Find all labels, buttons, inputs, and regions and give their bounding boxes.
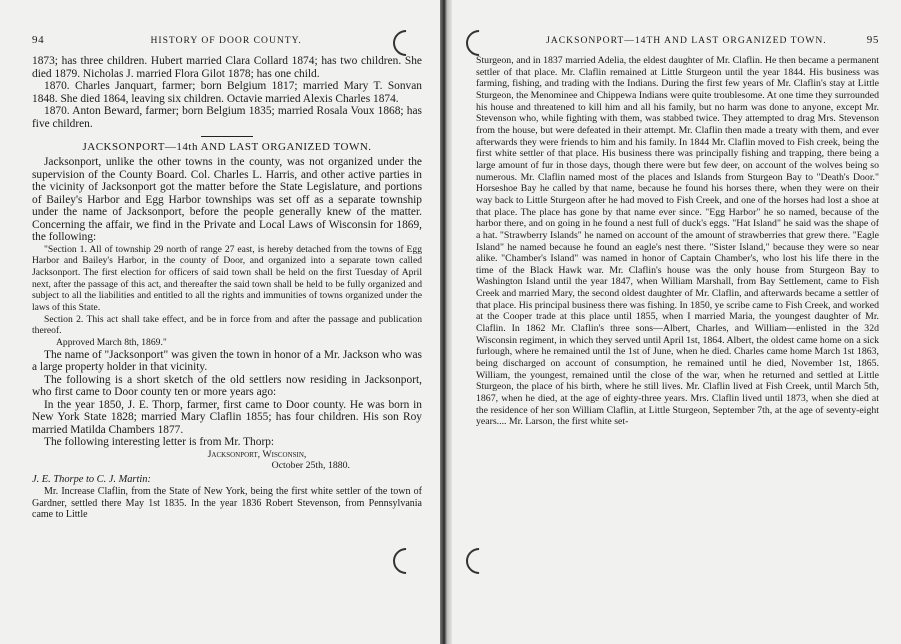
left-running-title: HISTORY OF DOOR COUNTY.: [150, 35, 302, 46]
name-origin-paragraph: The name of "Jacksonport" was given the town in honor of a Mr. Jackson who was a large property holder in that vicinity.: [32, 348, 422, 374]
letter-salutation: J. E. Thorpe to C. J. Martin:: [32, 474, 151, 486]
letter-dateline-place: Jacksonport, Wisconsin,: [207, 448, 307, 460]
left-page: [0, 0, 440, 644]
paragraph-janquart: 1870. Charles Janquart, farmer; born Belgium 1817; married Mary T. Sonvan 1848. She died 1864, leaving six children. Octavie married Alexis Charles 1874.: [32, 80, 422, 105]
act-section-2: Section 2. This act shall take effect, and be in force from and after the passage and publication thereof.: [32, 313, 422, 337]
thorp-paragraph: In the year 1850, J. E. Thorp, farmer, first came to Door county. He was born in New York State 1828; married Mary Claflin 1855; has four children. His son Roy married Matilda Chambers 1877.: [32, 398, 422, 436]
letter-intro: The following interesting letter is from Mr. Thorp:: [44, 436, 275, 449]
act-section-1: "Section 1. All of township 29 north of range 27 east, is hereby detached from the towns of Egg Harbor and Bailey's Harbor, in the county of Door, and organized into a separate town called Jacksonport. The first election for officers of said town shall be held on the first Tuesday of April next, after the passage of this act, and thereafter the said town shall be held to be fully organized and subject to all the liabilities and entitled to all the rights and immunities of towns organized under the laws of this State.: [32, 243, 422, 314]
binding-gutter: [440, 0, 452, 644]
intro-paragraph: Jacksonport, unlike the other towns in the county, was not organized under the supervision of the County Board. Col. Charles L. Harris, and other active parties in the vicinity of Jacksonport got the matter before the State Legislature, and portions of Bailey's Harbor and Egg Harbor townships was set off as a separate township under the name of Jacksonport, before the people generally knew of the matter. Concerning the affair, we find in the Private and Local Laws of Wisconsin for 1869, the following:: [32, 156, 422, 243]
section-heading: JACKSONPORT—14th AND LAST ORGANIZED TOWN.: [82, 141, 372, 153]
letter-dateline-date: October 25th, 1880.: [271, 460, 350, 472]
right-running-head: [476, 34, 879, 46]
claflin-narrative: Sturgeon, and in 1837 married Adelia, the eldest daughter of Mr. Claflin. He then became a permanent settler of that place. Mr. Claflin remained at Little Sturgeon until the year 1844. His business was farming, fishing, and trading with the Indians. During the first few years of Mr. Claflin's stay at Little Sturgeon, the Menominee and Chippewa Indians were quite troublesome. At one time they surrounded his house and threatened to kill him and all his family, but no harm was done to anyone, except Mr. Stevenson who, while fighting with them, was stabbed twice. They attempted to drag Mrs. Stevenson from the house, but were defeated in their attempt. Mr. Claflin then made a treaty with them, and ever afterwards they were friends to him and his family. In 1844 Mr. Claflin moved to Fish creek, being the first white settler of that place. His business there was principally fishing and trapping, there being a large amount of fur in those days, though there were but few deer, on account of the wolves being so numerous. Mr. Claflin named most of the places and Islands from Sturgeon Bay to "Death's Door." Horseshoe Bay he called by that name, because he found his horses there, when they were on their way back to Little Sturgeon after he had moved to Fish Creek, and one of the horses had lost a shoe at that place. The place has gone by that name ever since. "Egg Harbor" he so named, because of the harbor there, and on going in he found a nest full of duck's eggs. "Hat Island" he said was the shape of a hat. "Strawberry Islands" he named on account of the amount of strawberries that grew there. "Eagle Island" he named because he found an eagle's nest there. "Sister Island," because they were so near alike. "Chamber's Island" was named in honor of Captain Chamber's, who lost his life there in the time of the Black Hawk war. Mr. Claflin's house was the only house from Sturgeon Bay to Washington Island until the year 1847, when William Marshall, from Bay Settlement, came to Fish Creek and married Mary, the second oldest daughter of Mr. Claflin, and afterwards became a settler of that place. His principal business there was fishing. In 1850, ye scribe came to Fish Creek, and worked at the Cooper trade at this place until 1855, when I married Maria, the youngest daughter of Mr. Claflin. In 1862 Mr. Claflin's three sons—Albert, Charles, and William—enlisted in the 32d Wisconsin regiment, in which they served until April 1st, 1864. Albert, the oldest came home on a sick furlough, where he remained until the 1st of June, when he died. Charles came home March 1st 1863, being discharged on account of consumption, he remained until he died, November 1st, 1865. William, the youngest, remained until the close of the war, when he returned and settled at Little Sturgeon, the place of his birth, where he still lives. Mr. Claflin lived at Fish Creek, until March 5th, 1867, when he died, at the age of eighty-three years. Mrs. Claflin lived until 1873, when she died at the residence of her son William Claflin, at Little Sturgeon, September 7th, at the age of seventy-eight years.... Mr. Larson, the first white set-: [476, 55, 879, 428]
left-running-head: [32, 34, 422, 46]
right-page-number: 95: [866, 34, 879, 46]
paragraph-ledger-1873: 1873; has three children. Hubert married Clara Collard 1874; has two children. She died 1879. Nicholas J. married Flora Gilot 1878; has one child.: [32, 55, 422, 80]
act-approved-date: Approved March 8th, 1869.": [56, 337, 167, 349]
letter-body: Mr. Increase Claflin, from the State of New York, being the first white settler of the town of Gardner, settled there May 1st 1835. In the year 1836 Robert Stevenson, from Pennsylvania came to Little: [32, 486, 422, 521]
section-divider: [201, 136, 253, 137]
left-page-number: 94: [32, 34, 45, 46]
right-page: [452, 0, 901, 644]
paragraph-beward: 1870. Anton Beward, farmer; born Belgium 1835; married Rosala Voux 1868; has five children.: [32, 105, 422, 130]
right-running-title: JACKSONPORT—14TH AND LAST ORGANIZED TOWN.: [546, 35, 827, 46]
settlers-sketch-paragraph: The following is a short sketch of the old settlers now residing in Jacksonport, who first came to Door county ten or more years ago:: [32, 373, 422, 399]
